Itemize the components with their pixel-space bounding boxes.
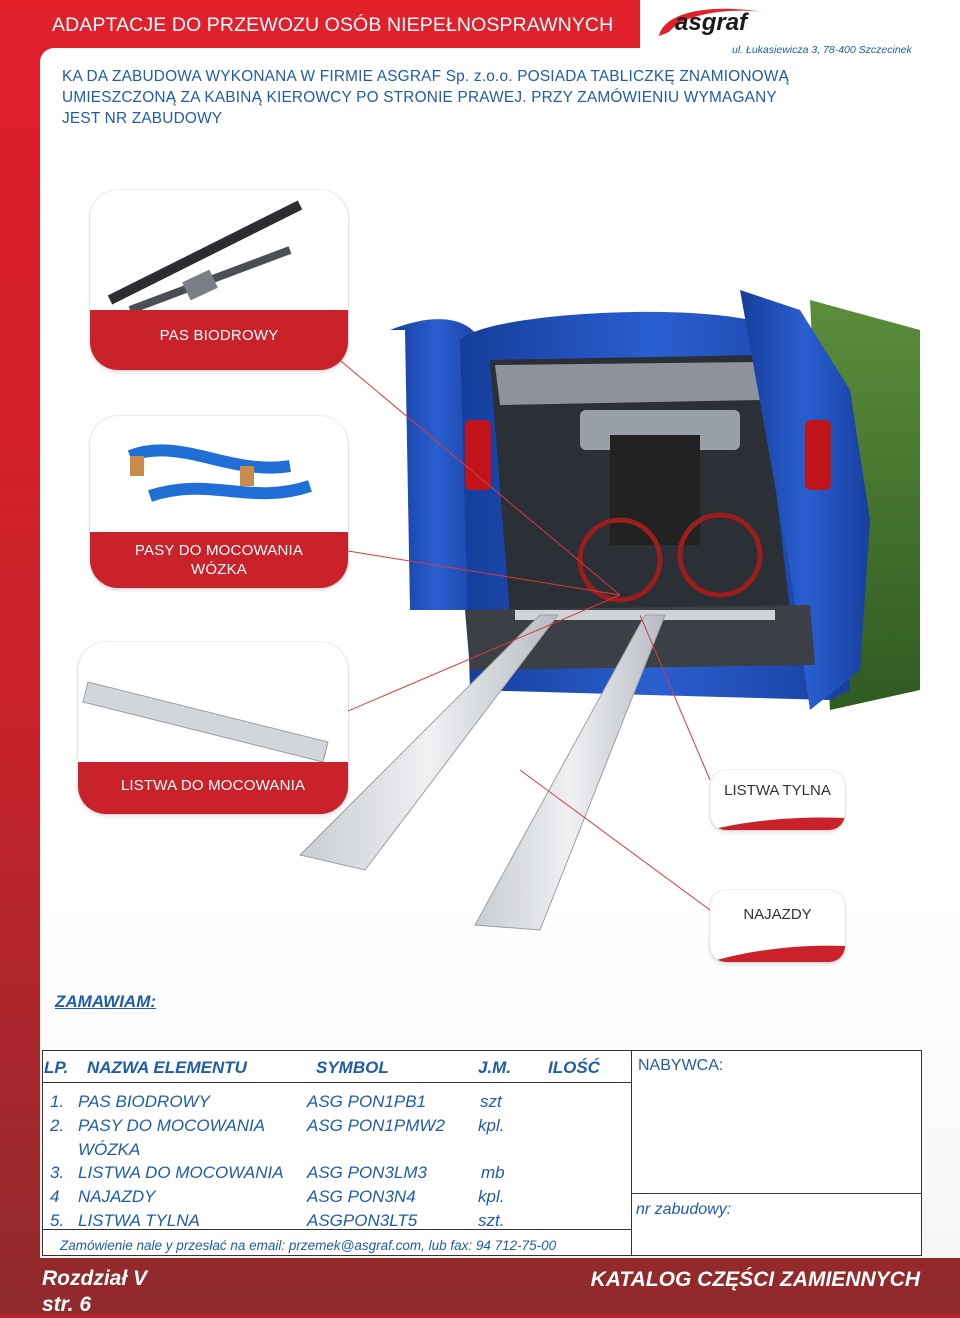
- row-symbol: ASG PON1PB1: [307, 1092, 427, 1111]
- catalog-title: KATALOG CZĘŚCI ZAMIENNYCH: [590, 1268, 920, 1291]
- chapter-label: Rozdział V: [42, 1267, 148, 1290]
- card-listwa: [78, 642, 348, 814]
- row-jm: szt: [480, 1092, 502, 1111]
- company-address: ul. Łukasiewicza 3, 78-400 Szczecinek: [732, 44, 912, 56]
- row-lp: 4: [50, 1187, 60, 1206]
- card-label-pasy-line-1: PASY DO MOCOWANIA: [134, 542, 304, 559]
- row-name: NAJAZDY: [78, 1187, 156, 1206]
- order-note: Zamówienie nale y przesłać na email: przemek@asgraf.com, lub fax: 94 712-75-00: [60, 1238, 557, 1253]
- intro-text: [62, 66, 822, 129]
- row-lp: 2.: [50, 1116, 65, 1135]
- order-heading: ZAMAWIAM:: [55, 992, 157, 1011]
- row-name: PAS BIODROWY: [78, 1092, 210, 1111]
- col-lp: LP.: [44, 1058, 69, 1077]
- row-symbol: ASGPON3LT5: [307, 1211, 418, 1230]
- wheelchair-back: [610, 435, 700, 545]
- chapter-info: [42, 1266, 147, 1318]
- row-symbol: ASG PON3N4: [307, 1187, 416, 1206]
- intro-line-2: UMIESZCZONĄ ZA KABINĄ KIEROWCY PO STRONIE PRAWEJ. PRZY ZAMÓWIENIU WYMAGANY: [62, 89, 777, 106]
- card-pas-biodrowy: [90, 190, 348, 370]
- tail-light-right: [805, 420, 831, 490]
- row-name-line-2: WÓZKA: [78, 1140, 141, 1159]
- row-name: PASY DO MOCOWANIA: [78, 1116, 266, 1135]
- col-jm: J.M.: [478, 1058, 512, 1077]
- table-header-rule: [43, 1082, 631, 1083]
- card-label-pasy-line-2: WÓZKA: [191, 561, 247, 578]
- row-jm: mb: [481, 1163, 505, 1182]
- row-jm: kpl.: [478, 1187, 505, 1206]
- card-red-band: [710, 944, 845, 962]
- card-pasy-mocowania: [90, 416, 348, 588]
- card-label-najazdy: NAJAZDY: [743, 906, 812, 923]
- table-divider: [631, 1051, 632, 1255]
- intro-line-1: KA DA ZABUDOWA WYKONANA W FIRMIE ASGRAF Sp. z.o.o. POSIADA TABLICZKĘ ZNAMIONOWĄ: [62, 68, 790, 85]
- col-ilosc: ILOŚĆ: [548, 1058, 600, 1077]
- card-label-pas: PAS BIODROWY: [159, 327, 279, 344]
- row-lp: 1.: [50, 1092, 65, 1111]
- col-nazwa: NAZWA ELEMENTU: [87, 1058, 247, 1077]
- row-lp: 5.: [50, 1211, 65, 1230]
- logo-text: asgraf: [675, 9, 748, 36]
- card-red-band: [710, 816, 845, 830]
- col-symbol: SYMBOL: [316, 1058, 389, 1077]
- row-symbol: ASG PON1PMW2: [307, 1116, 445, 1135]
- card-label-listwa: LISTWA DO MOCOWANIA: [120, 777, 306, 794]
- tail-light-left: [465, 420, 491, 490]
- interior-roof: [495, 362, 760, 405]
- row-lp: 3.: [50, 1163, 65, 1182]
- asgraf-logo: [655, 6, 768, 40]
- row-name: LISTWA DO MOCOWANIA: [78, 1163, 284, 1182]
- header-title: ADAPTACJE DO PRZEWOZU OSÓB NIEPEŁNOSPRAWNYCH: [52, 14, 614, 36]
- card-najazdy: [710, 890, 845, 962]
- intro-line-3: JEST NR ZABUDOWY: [62, 110, 223, 127]
- card-label-listwa-tylna: LISTWA TYLNA: [724, 782, 831, 799]
- card-label-pasy: [90, 541, 348, 579]
- build-number-label: nr zabudowy:: [636, 1201, 732, 1218]
- row-symbol: ASG PON3LM3: [307, 1163, 427, 1182]
- page-number: str. 6: [42, 1293, 92, 1316]
- buyer-label: NABYWCA:: [638, 1057, 724, 1074]
- buyer-divider: [631, 1193, 921, 1194]
- row-name: LISTWA TYLNA: [78, 1211, 200, 1230]
- card-listwa-tylna: [710, 770, 845, 830]
- row-jm: kpl.: [478, 1116, 505, 1135]
- row-jm: szt.: [478, 1211, 505, 1230]
- van-image: [290, 270, 930, 960]
